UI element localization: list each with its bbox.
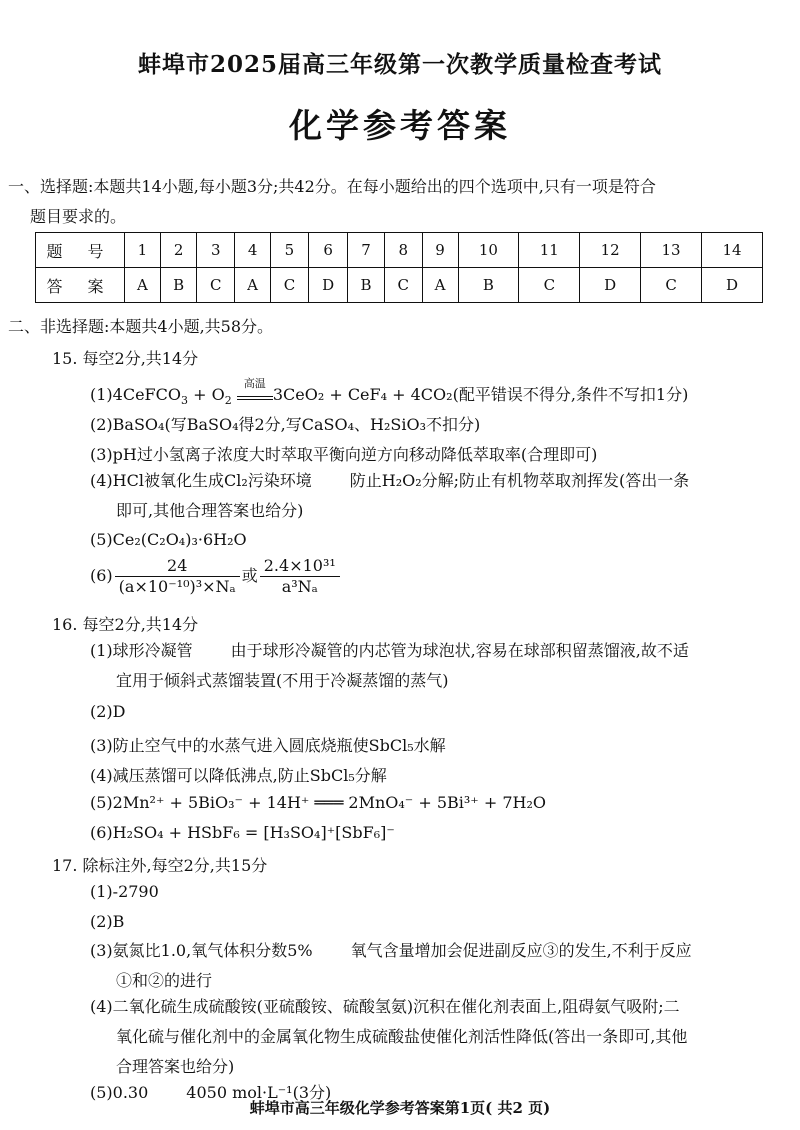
reaction-condition: 高温 xyxy=(243,377,266,390)
table-header-answer: 答 案 xyxy=(36,268,125,303)
table-cell: 6 xyxy=(308,233,347,268)
answer-title: 化学参考答案 xyxy=(289,106,511,145)
fraction-denominator: a³Nₐ xyxy=(281,577,318,596)
q15-a6-label: (6) xyxy=(90,566,113,585)
table-cell: A xyxy=(125,268,161,303)
section1-line1: 一、选择题:本题共14小题,每小题3分;共42分。在每小题给出的四个选项中,只有一项是符合 xyxy=(8,177,656,196)
table-cell: C xyxy=(271,268,309,303)
q16-a1-continuation: 宜用于倾斜式蒸馏装置(不用于冷凝蒸馏的蒸气) xyxy=(116,671,449,690)
fraction-1 xyxy=(115,556,240,597)
q15-a1-reactant: (1)4CeFCO xyxy=(90,385,182,404)
q15-answer-5: (5)Ce₂(C₂O₄)₃·6H₂O xyxy=(90,530,247,549)
q17-a3-continuation: ①和②的进行 xyxy=(116,971,213,990)
table-row-numbers xyxy=(36,233,763,268)
table-cell: B xyxy=(348,268,384,303)
q15-a1-oxygen: + O xyxy=(188,385,225,404)
table-cell: C xyxy=(519,268,580,303)
q15-answer-3: (3)pH过小氢离子浓度大时萃取平衡向逆方向移动降低萃取率(合理即可) xyxy=(90,445,598,464)
table-cell: 8 xyxy=(384,233,422,268)
fraction-denominator: (a×10⁻¹⁰)³×Nₐ xyxy=(118,577,236,596)
table-row-answers xyxy=(36,268,763,303)
table-cell: D xyxy=(580,268,641,303)
q17-answer-4 xyxy=(90,992,785,1082)
table-header-number: 题 号 xyxy=(36,233,125,268)
reaction-arrow xyxy=(237,377,273,400)
section1-instructions xyxy=(8,172,788,232)
section1-line2: 题目要求的。 xyxy=(30,207,127,226)
fraction-numerator: 24 xyxy=(115,556,240,577)
table-cell: 3 xyxy=(197,233,235,268)
subscript: 3 xyxy=(181,394,189,408)
q16-a1-part2: 由于球形冷凝管的内芯管为球泡状,容易在球部积留蒸馏液,故不适 xyxy=(230,641,689,660)
table-cell: 7 xyxy=(348,233,384,268)
table-cell: 11 xyxy=(519,233,580,268)
q17-answer-2: (2)B xyxy=(90,912,125,931)
page-footer: 蚌埠市高三年级化学参考答案第1页( 共2 页) xyxy=(249,1099,551,1117)
q16-heading: 16. 每空2分,共14分 xyxy=(52,615,199,634)
q17-a5-part1: (5)0.30 xyxy=(90,1083,149,1102)
q16-answer-4: (4)减压蒸馏可以降低沸点,防止SbCl₅分解 xyxy=(90,766,387,785)
q15-answer-2: (2)BaSO₄(写BaSO₄得2分,写CaSO₄、H₂SiO₃不扣分) xyxy=(90,415,481,434)
table-cell: A xyxy=(422,268,458,303)
q17-answer-3 xyxy=(90,936,785,996)
q17-a4-line3: 合理答案也给分) xyxy=(116,1057,235,1076)
table-cell: 10 xyxy=(458,233,519,268)
q17-heading: 17. 除标注外,每空2分,共15分 xyxy=(52,856,268,875)
q15-answer-1 xyxy=(90,377,689,408)
table-cell: B xyxy=(160,268,196,303)
q16-answer-3: (3)防止空气中的水蒸气进入圆底烧瓶使SbCl₅水解 xyxy=(90,736,446,755)
q17-a5-part2: 4050 mol·L⁻¹(3分) xyxy=(186,1083,332,1102)
q16-answer-5: (5)2Mn²⁺ + 5BiO₃⁻ + 14H⁺ ═══ 2MnO₄⁻ + 5Bi³⁺ + 7H₂O xyxy=(90,793,546,812)
table-cell: 2 xyxy=(160,233,196,268)
q15-a1-products: 3CeO₂ + CeF₄ + 4CO₂(配平错误不得分,条件不写扣1分) xyxy=(272,385,689,404)
table-cell: B xyxy=(458,268,519,303)
q16-answer-2: (2)D xyxy=(90,702,126,721)
q17-a3-part1: (3)氨氮比1.0,氧气体积分数5% xyxy=(90,941,313,960)
section2-heading: 二、非选择题:本题共4小题,共58分。 xyxy=(8,317,274,336)
q15-a4-part1: (4)HCl被氧化生成Cl₂污染环境 xyxy=(90,471,312,490)
q17-answer-1: (1)-2790 xyxy=(90,882,159,901)
q17-a4-line2: 氧化硫与催化剂中的金属氧化物生成硫酸盐使催化剂活性降低(答出一条即可,其他 xyxy=(116,1027,688,1046)
fraction-2 xyxy=(260,556,340,597)
q16-a1-part1: (1)球形冷凝管 xyxy=(90,641,193,660)
fraction-numerator: 2.4×10³¹ xyxy=(260,556,340,577)
q17-a3-part2: 氧气含量增加会促进副反应③的发生,不利于反应 xyxy=(350,941,692,960)
table-cell: 1 xyxy=(125,233,161,268)
table-cell: C xyxy=(384,268,422,303)
q15-a4-part2: 防止H₂O₂分解;防止有机物萃取剂挥发(答出一条 xyxy=(349,471,690,490)
q15-answer-4 xyxy=(90,466,785,526)
table-cell: D xyxy=(308,268,347,303)
table-cell: 12 xyxy=(580,233,641,268)
table-cell: 4 xyxy=(235,233,271,268)
q15-answer-6 xyxy=(90,556,342,597)
table-cell: C xyxy=(197,268,235,303)
q15-a4-continuation: 即可,其他合理答案也给分) xyxy=(116,501,304,520)
table-cell: 14 xyxy=(702,233,763,268)
subscript: 2 xyxy=(224,394,232,408)
table-cell: 5 xyxy=(271,233,309,268)
q17-a4-line1: (4)二氧化硫生成硫酸铵(亚硫酸铵、硫酸氢氨)沉积在催化剂表面上,阻碍氨气吸附;二 xyxy=(90,997,680,1016)
table-cell: A xyxy=(235,268,271,303)
table-cell: 13 xyxy=(641,233,702,268)
q15-a6-or: 或 xyxy=(241,566,258,585)
q16-answer-6: (6)H₂SO₄ + HSbF₆ = [H₃SO₄]⁺[SbF₆]⁻ xyxy=(90,823,395,842)
choice-answer-table xyxy=(35,232,763,303)
table-cell: 9 xyxy=(422,233,458,268)
q16-answer-1 xyxy=(90,636,785,696)
table-cell: C xyxy=(641,268,702,303)
q15-heading: 15. 每空2分,共14分 xyxy=(52,349,199,368)
table-cell: D xyxy=(702,268,763,303)
exam-title: 蚌埠市2025届高三年级第一次教学质量检查考试 xyxy=(137,51,662,78)
